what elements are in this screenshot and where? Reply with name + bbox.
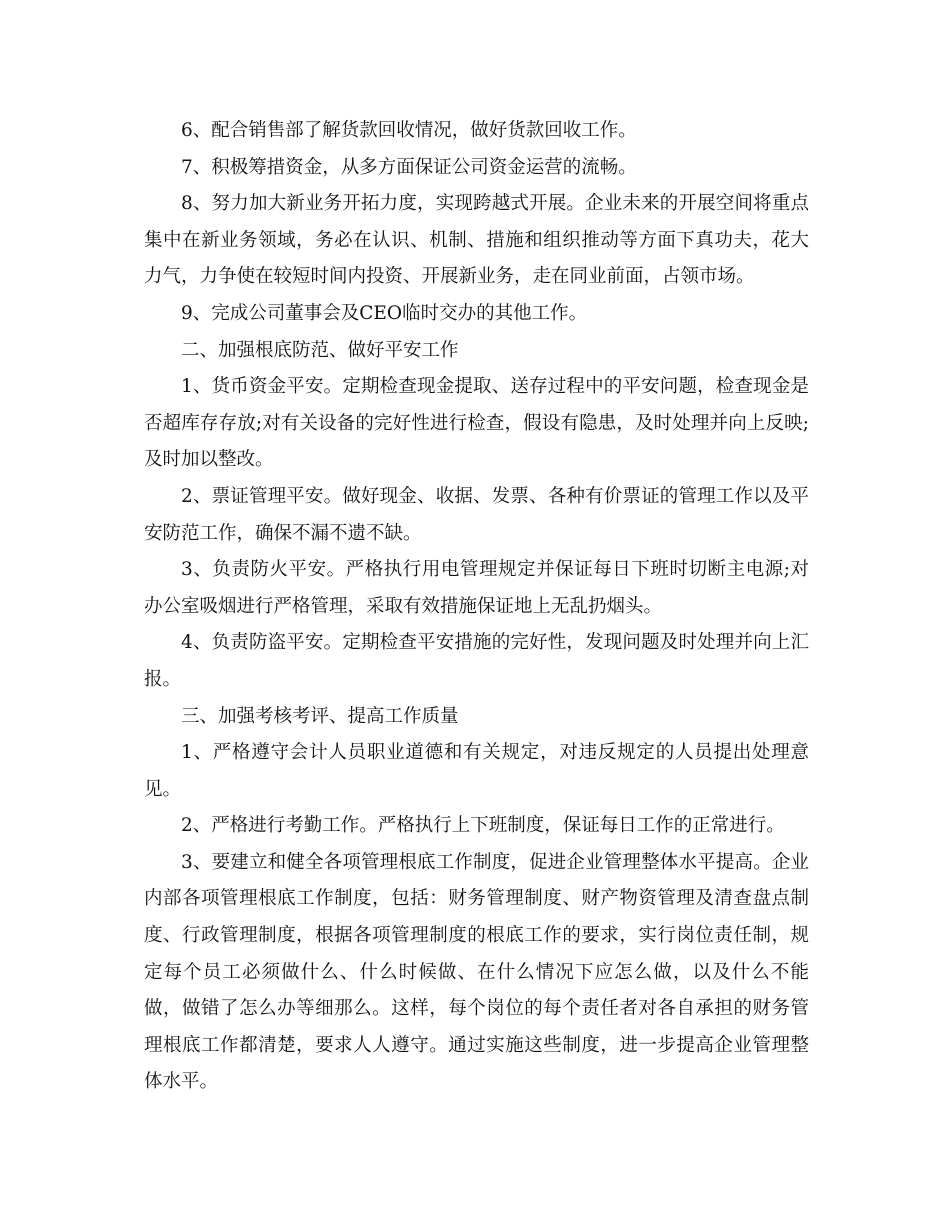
paragraph-item-9: 9、完成公司董事会及CEO临时交办的其他工作。	[181, 302, 588, 324]
section-heading-2: 二、加强根底防范、做好平安工作	[181, 339, 459, 361]
paragraph-item-8: 8、努力加大新业务开拓力度，实现跨越式开展。企业未来的开展空间将重点集中在新业务领域，务必在认识、机制、措施和组织推动等方面下真功夫，花大力气，力争使在较短时间内投资、开展新业务，走在同业前面，占领市场。	[144, 193, 809, 288]
paragraph-item-2-3: 3、负责防火平安。严格执行用电管理规定并保证每日下班时切断主电源;对办公室吸烟进行严格管理，采取有效措施保证地上无乱扔烟头。	[144, 559, 809, 617]
paragraph-item-3-2: 2、严格进行考勤工作。严格执行上下班制度，保证每日工作的正常进行。	[181, 815, 785, 837]
paragraph-item-7: 7、积极筹措资金，从多方面保证公司资金运营的流畅。	[181, 156, 637, 178]
paragraph-item-2-2: 2、票证管理平安。做好现金、收据、发票、各种有价票证的管理工作以及平安防范工作，确保不漏不遗不缺。	[144, 485, 809, 544]
document-body	[144, 113, 809, 1101]
paragraph-item-3-1: 1、严格遵守会计人员职业道德和有关规定，对违反规定的人员提出处理意见。	[144, 742, 809, 800]
section-heading-3: 三、加强考核考评、提高工作质量	[181, 705, 459, 727]
paragraph-item-2-4: 4、负责防盗平安。定期检查平安措施的完好性，发现问题及时处理并向上汇报。	[144, 632, 809, 690]
paragraph-item-2-1: 1、货币资金平安。定期检查现金提取、送存过程中的平安问题，检查现金是否超库存存放;对有关设备的完好性进行检查，假设有隐患，及时处理并向上反映;及时加以整改。	[144, 376, 809, 471]
paragraph-item-3-3: 3、要建立和健全各项管理根底工作制度，促进企业管理整体水平提高。企业内部各项管理根底工作制度，包括：财务管理制度、财产物资管理及清查盘点制度、行政管理制度，根据各项管理制度的根底工作的要求，实行岗位责任制，规定每个员工必须做什么、什么时候做、在什么情况下应怎么做，以及什么不能做，做错了怎么办等细那么。这样，每个岗位的每个责任者对各自承担的财务管理根底工作都清楚，要求人人遵守。通过实施这些制度，进一步提高企业管理整体水平。	[144, 851, 809, 1093]
paragraph-item-6: 6、配合销售部了解货款回收情况，做好货款回收工作。	[181, 120, 637, 141]
